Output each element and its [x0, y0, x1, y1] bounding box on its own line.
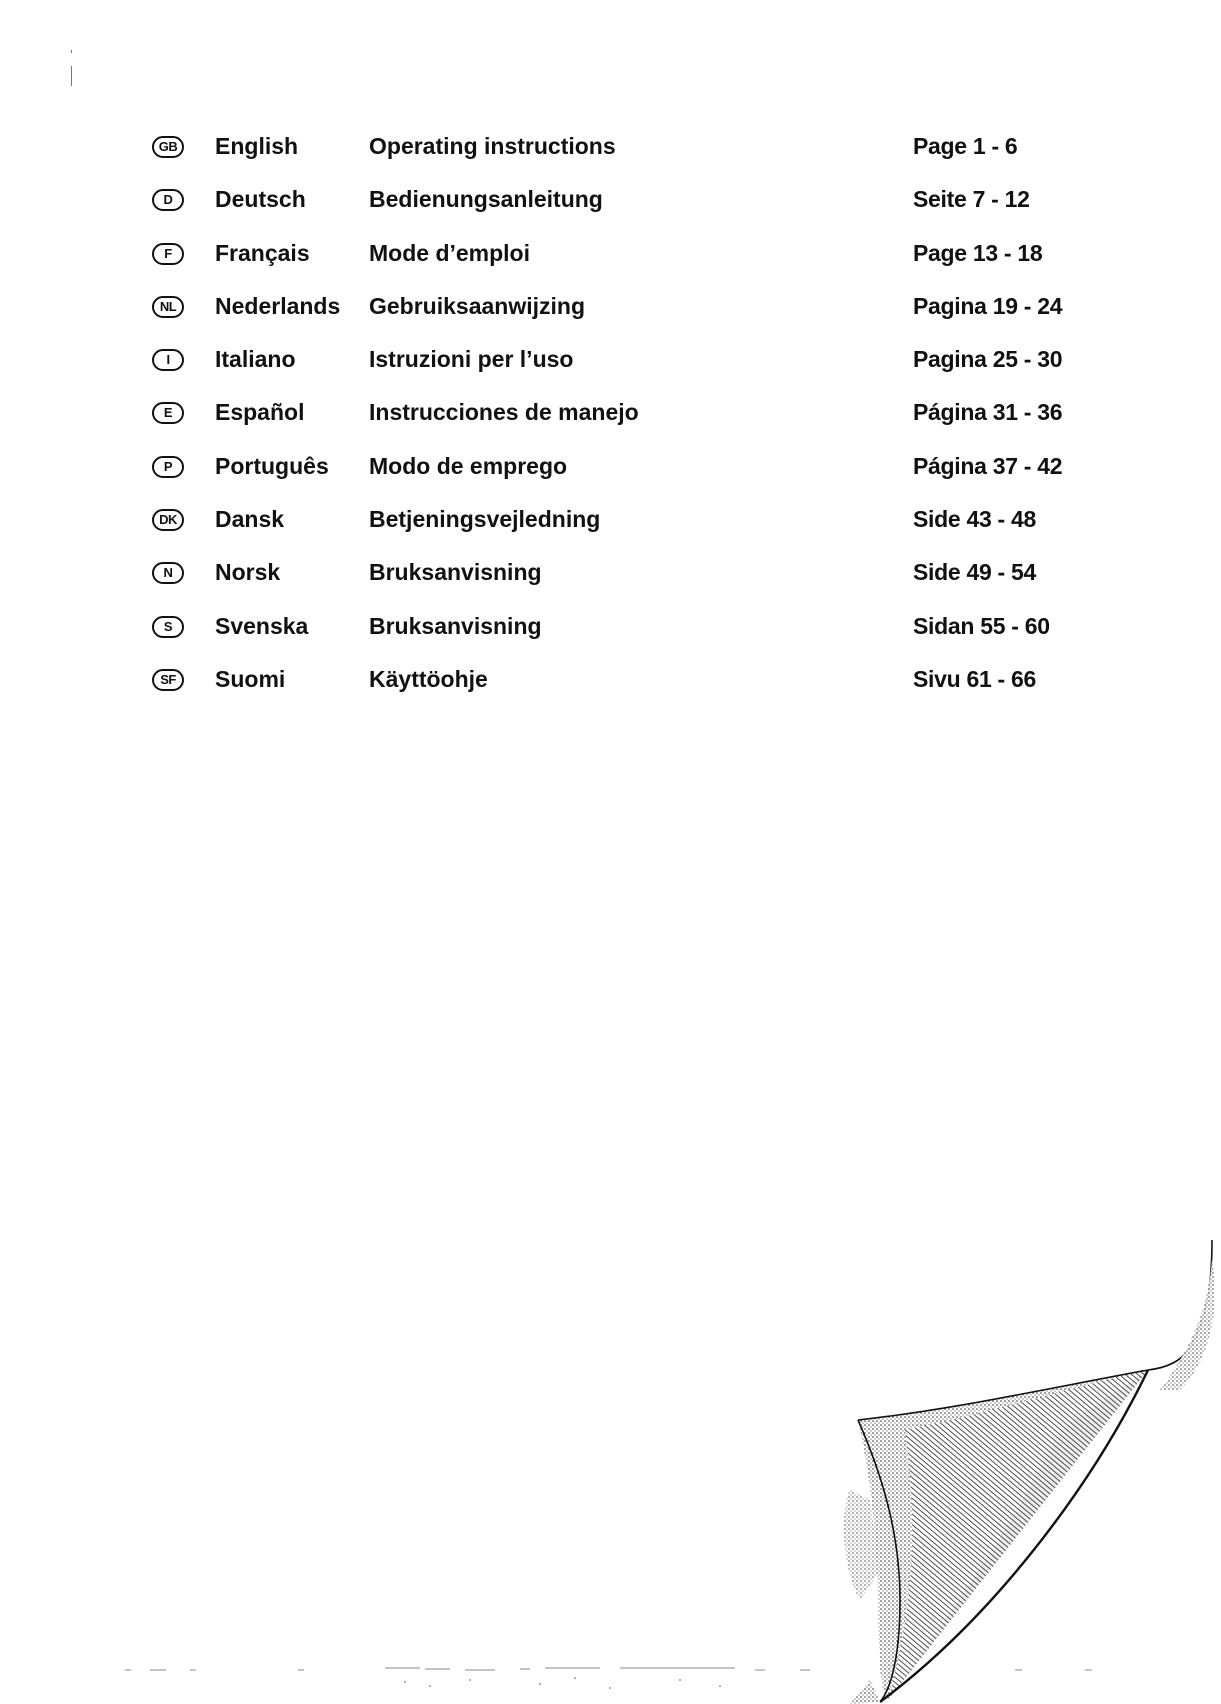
manual-title: Gebruiksaanwijzing: [369, 292, 585, 319]
page-range: Side 43 - 48: [913, 506, 1036, 533]
country-code-badge: DK: [152, 509, 184, 531]
page-range: Página 37 - 42: [913, 452, 1063, 479]
page-range: Sidan 55 - 60: [913, 612, 1050, 639]
language-row-es: [0, 396, 1221, 449]
manual-title: Käyttöohje: [369, 665, 488, 692]
scan-margin-mark: [71, 50, 72, 53]
page-curl-graphic: [840, 1240, 1221, 1704]
language-row-fi: [0, 663, 1221, 716]
scan-noise-artifacts: [0, 1650, 1221, 1704]
country-code-badge: I: [152, 349, 184, 371]
country-code-badge: GB: [152, 136, 184, 158]
language-row-nl: [0, 290, 1221, 343]
language-index: [0, 130, 1221, 716]
country-code-badge: NL: [152, 296, 184, 318]
language-name: Dansk: [215, 506, 285, 533]
country-code-badge: N: [152, 562, 184, 584]
manual-title: Bedienungsanleitung: [369, 186, 603, 213]
language-row-it: [0, 343, 1221, 396]
page-range: Page 1 - 6: [913, 133, 1018, 159]
language-row-de: [0, 183, 1221, 236]
manual-title: Operating instructions: [369, 133, 616, 159]
page-range: Pagina 25 - 30: [913, 346, 1063, 373]
language-row-pt: [0, 450, 1221, 503]
language-row-no: [0, 556, 1221, 609]
language-name: Português: [215, 452, 329, 479]
page-range: Pagina 19 - 24: [913, 292, 1063, 319]
language-name: Italiano: [215, 346, 296, 373]
page-range: Page 13 - 18: [913, 239, 1043, 266]
language-row-dk: [0, 503, 1221, 556]
country-code-badge: E: [152, 402, 184, 424]
language-row-se: [0, 610, 1221, 663]
language-row-fr: [0, 237, 1221, 290]
language-name: Norsk: [215, 559, 281, 586]
country-code-badge: S: [152, 616, 184, 638]
manual-title: Modo de emprego: [369, 452, 568, 479]
country-code-badge: P: [152, 456, 184, 478]
language-name: Deutsch: [215, 186, 306, 213]
language-name: Español: [215, 399, 305, 426]
country-code-badge: D: [152, 189, 184, 211]
country-code-badge: SF: [152, 669, 184, 691]
language-row-en: [0, 130, 1221, 183]
manual-title: Instrucciones de manejo: [369, 399, 639, 426]
language-name: English: [215, 133, 299, 159]
language-name: Français: [215, 239, 310, 266]
page-range: Side 49 - 54: [913, 559, 1036, 586]
manual-title: Bruksanvisning: [369, 612, 542, 639]
page-range: Página 31 - 36: [913, 399, 1063, 426]
manual-title: Betjeningsvejledning: [369, 506, 601, 533]
language-name: Nederlands: [215, 292, 341, 319]
country-code-badge: F: [152, 243, 184, 265]
page-range: Sivu 61 - 66: [913, 665, 1036, 692]
scan-margin-mark: [71, 66, 72, 86]
page-range: Seite 7 - 12: [913, 186, 1030, 213]
manual-title: Mode d’emploi: [369, 239, 530, 266]
language-name: Svenska: [215, 612, 309, 639]
language-name: Suomi: [215, 665, 286, 692]
manual-title: Istruzioni per l’uso: [369, 346, 574, 373]
manual-title: Bruksanvisning: [369, 559, 542, 586]
